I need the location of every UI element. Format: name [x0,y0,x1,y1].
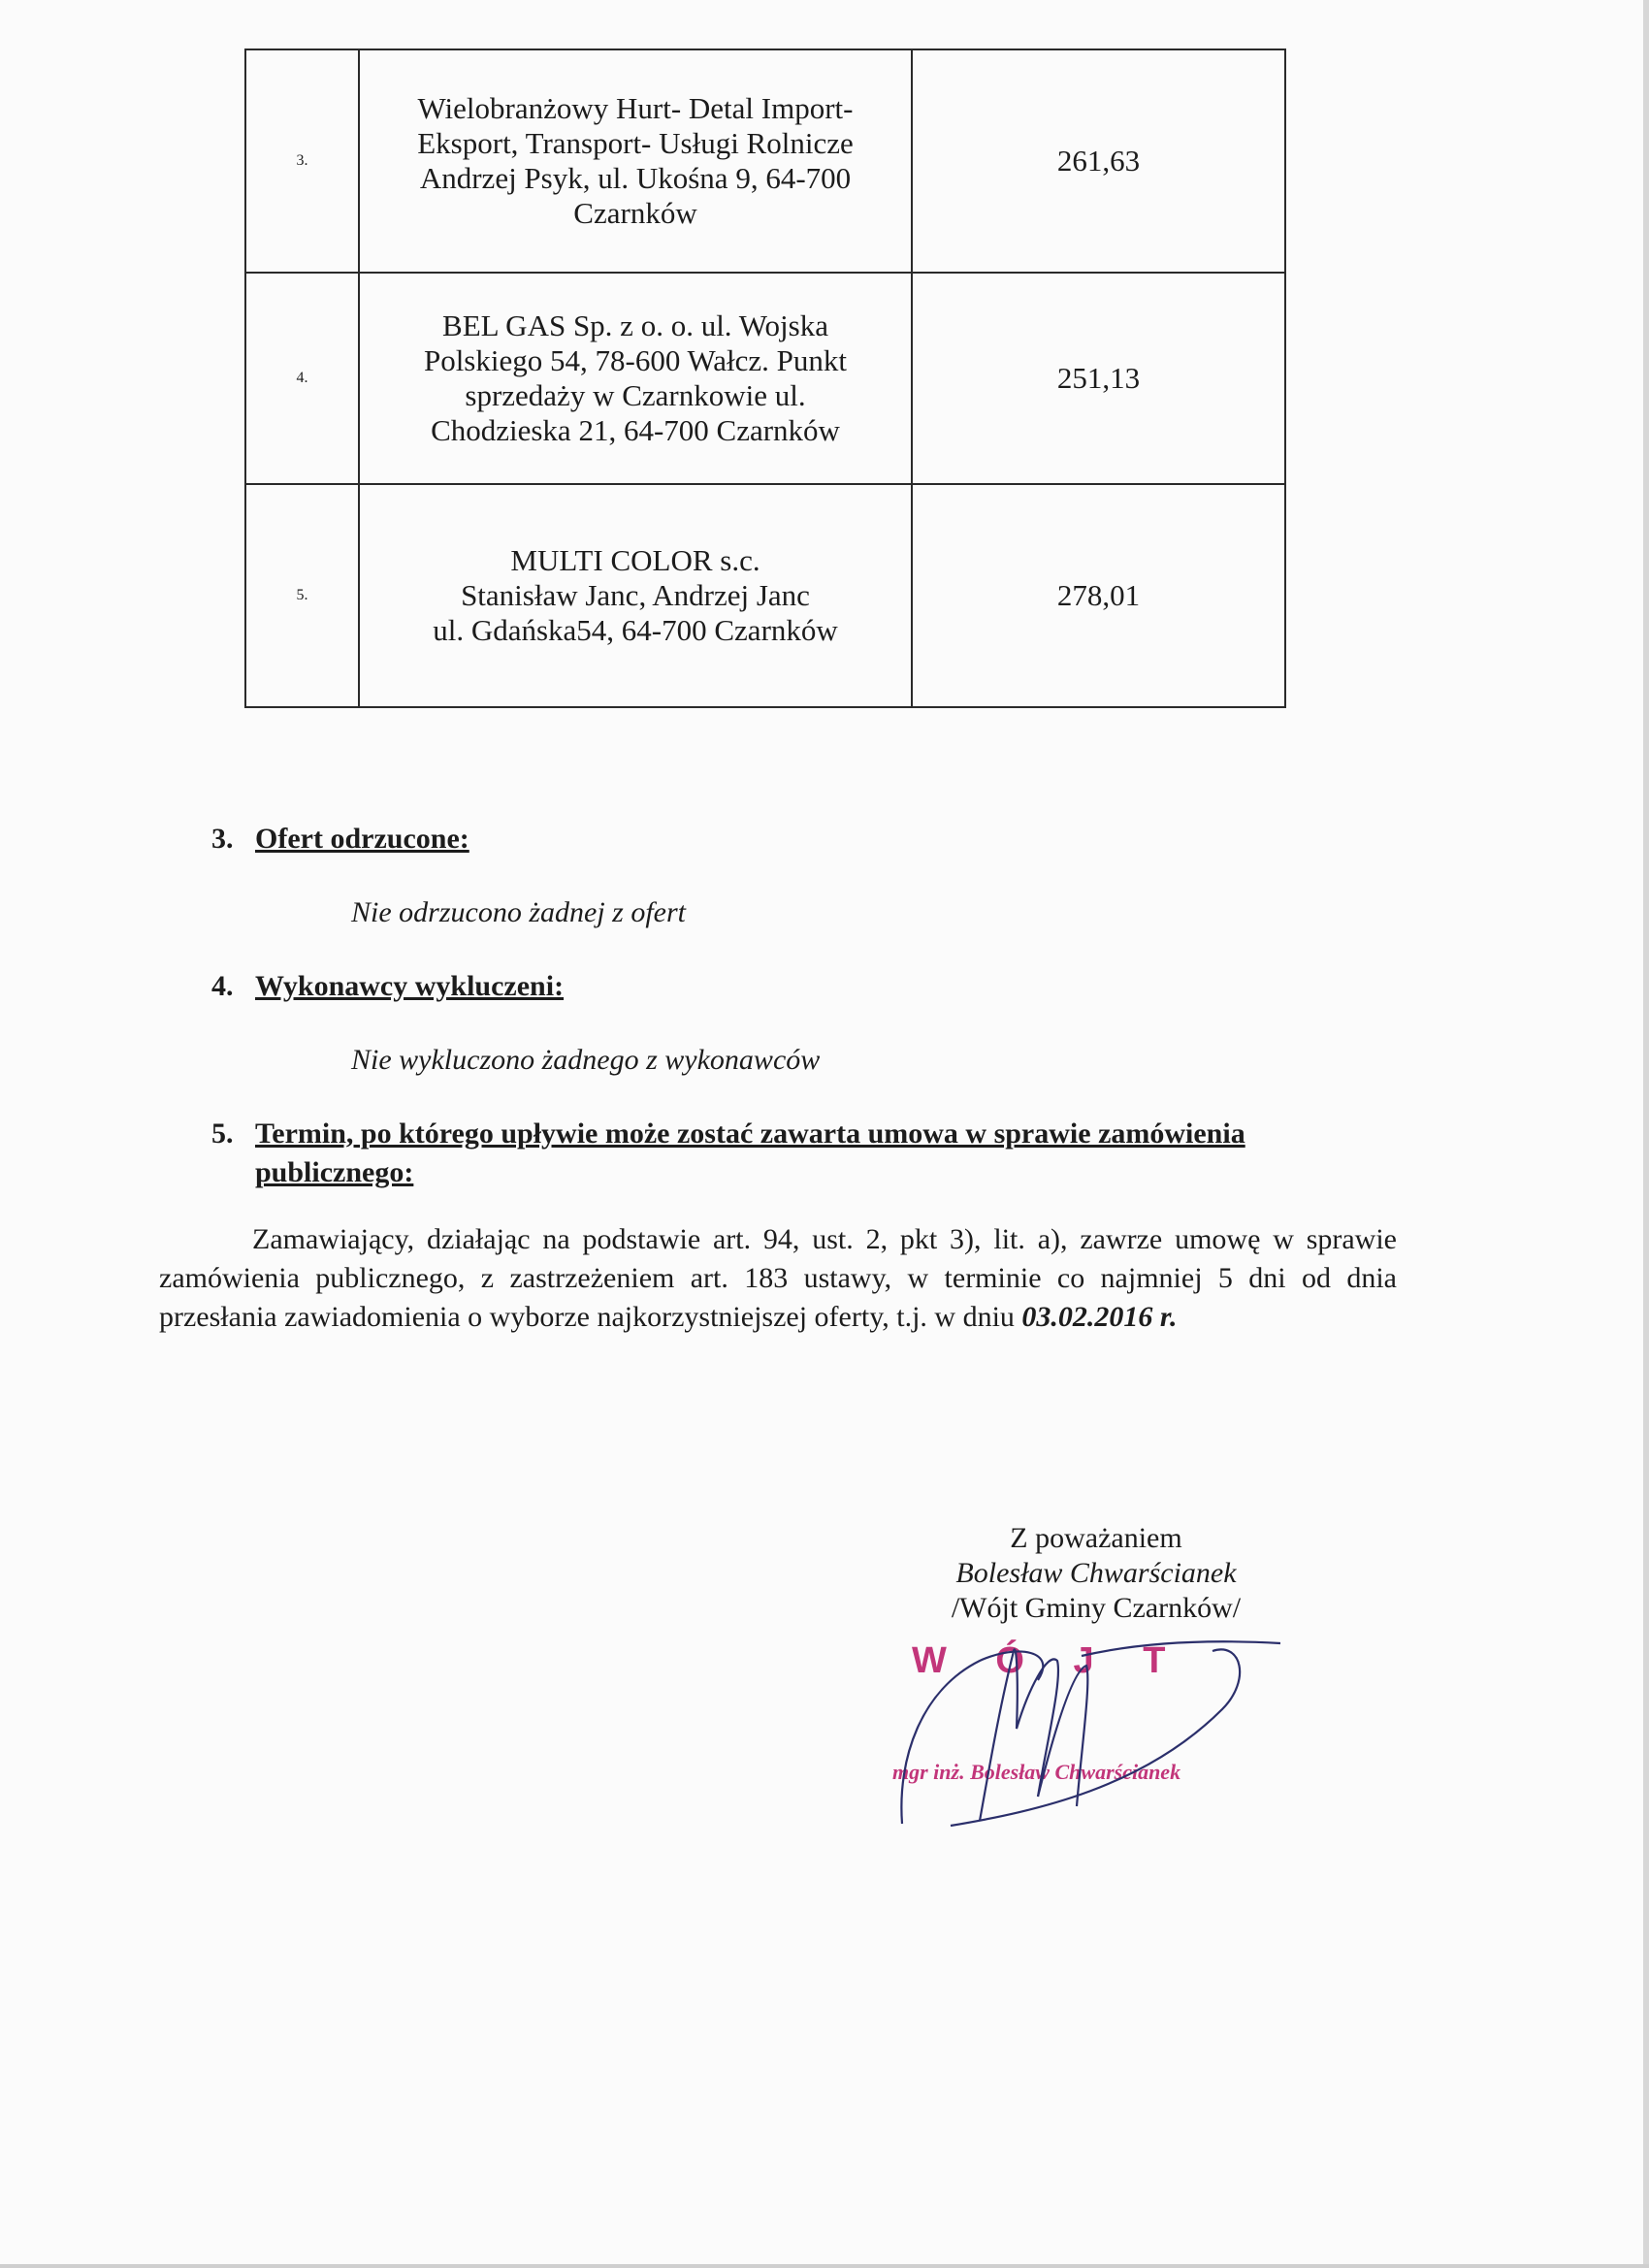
section-number: 4. [211,970,234,1002]
section-body-excluded: Nie wykluczono żadnego z wykonawców [351,1044,821,1076]
row-number: 5. [245,484,359,707]
contractor-line: BEL GAS Sp. z o. o. ul. Wojska [442,308,828,342]
contractor-name [359,49,912,273]
section-title: Ofert odrzucone: [255,823,469,855]
section-number: 5. [211,1118,234,1150]
offer-price: 251,13 [912,273,1285,484]
closing-block [883,1521,1310,1626]
contractor-line: Polskiego 54, 78-600 Wałcz. Punkt [423,343,848,377]
scan-edge-bottom [0,2264,1649,2268]
contractor-name [359,484,912,707]
paragraph-text: Zamawiający, działając na podstawie art. 94, ust. 2, pkt 3), lit. a), zawrze umowę w sprawie zamówienia publicznego, z zastrzeżeniem art. 183 ustawy, w terminie co najmniej 5 dni od dnia przesłania zawiadomienia o wyborze najkorzystniejszej oferty, t.j. w dniu [159,1223,1397,1333]
offer-price: 278,01 [912,484,1285,707]
section-title: Wykonawcy wykluczeni: [255,970,565,1002]
offer-price: 261,63 [912,49,1285,273]
closing-greeting: Z poważaniem [1010,1522,1182,1554]
contractor-name [359,273,912,484]
stamp-top-text: W Ó J T [912,1640,1185,1681]
table-row [245,49,1285,273]
section-body-rejected: Nie odrzucono żadnej z ofert [351,896,686,928]
contractor-line: Wielobranżowy Hurt- Detal Import- [417,91,854,125]
offers-table [244,49,1286,708]
contractor-line: sprzedaży w Czarnkowie ul. [465,378,806,412]
contractor-line: Czarnków [573,196,697,230]
contractor-line: Eksport, Transport- Usługi Rolnicze [417,126,854,160]
contract-date: 03.02.2016 r. [1021,1301,1178,1333]
row-number: 4. [245,273,359,484]
contractor-line: ul. Gdańska54, 64-700 Czarnków [433,613,838,647]
stamp-with-signature [892,1622,1300,1835]
section-title: Termin, po którego upływie może zostać zawarta umowa w sprawie zamówienia [255,1118,1245,1150]
contractor-line: Andrzej Psyk, ul. Ukośna 9, 64-700 [419,161,852,195]
contractor-line: MULTI COLOR s.c. [510,543,760,577]
signer-role: /Wójt Gminy Czarnków/ [951,1592,1242,1624]
row-number: 3. [245,49,359,273]
contractor-line: Stanisław Janc, Andrzej Janc [461,578,810,612]
section-number: 3. [211,823,234,855]
deadline-paragraph [159,1220,1397,1337]
table-row [245,484,1285,707]
signer-name: Bolesław Chwarścianek [955,1557,1237,1589]
stamp-bottom-text: mgr inż. Bolesław Chwarścianek [892,1760,1181,1784]
contractor-line: Chodzieska 21, 64-700 Czarnków [431,413,840,447]
scan-edge-right [1643,0,1649,2268]
table-row [245,273,1285,484]
stamp-icon [892,1638,1184,1784]
section-title-continued: publicznego: [255,1156,414,1188]
